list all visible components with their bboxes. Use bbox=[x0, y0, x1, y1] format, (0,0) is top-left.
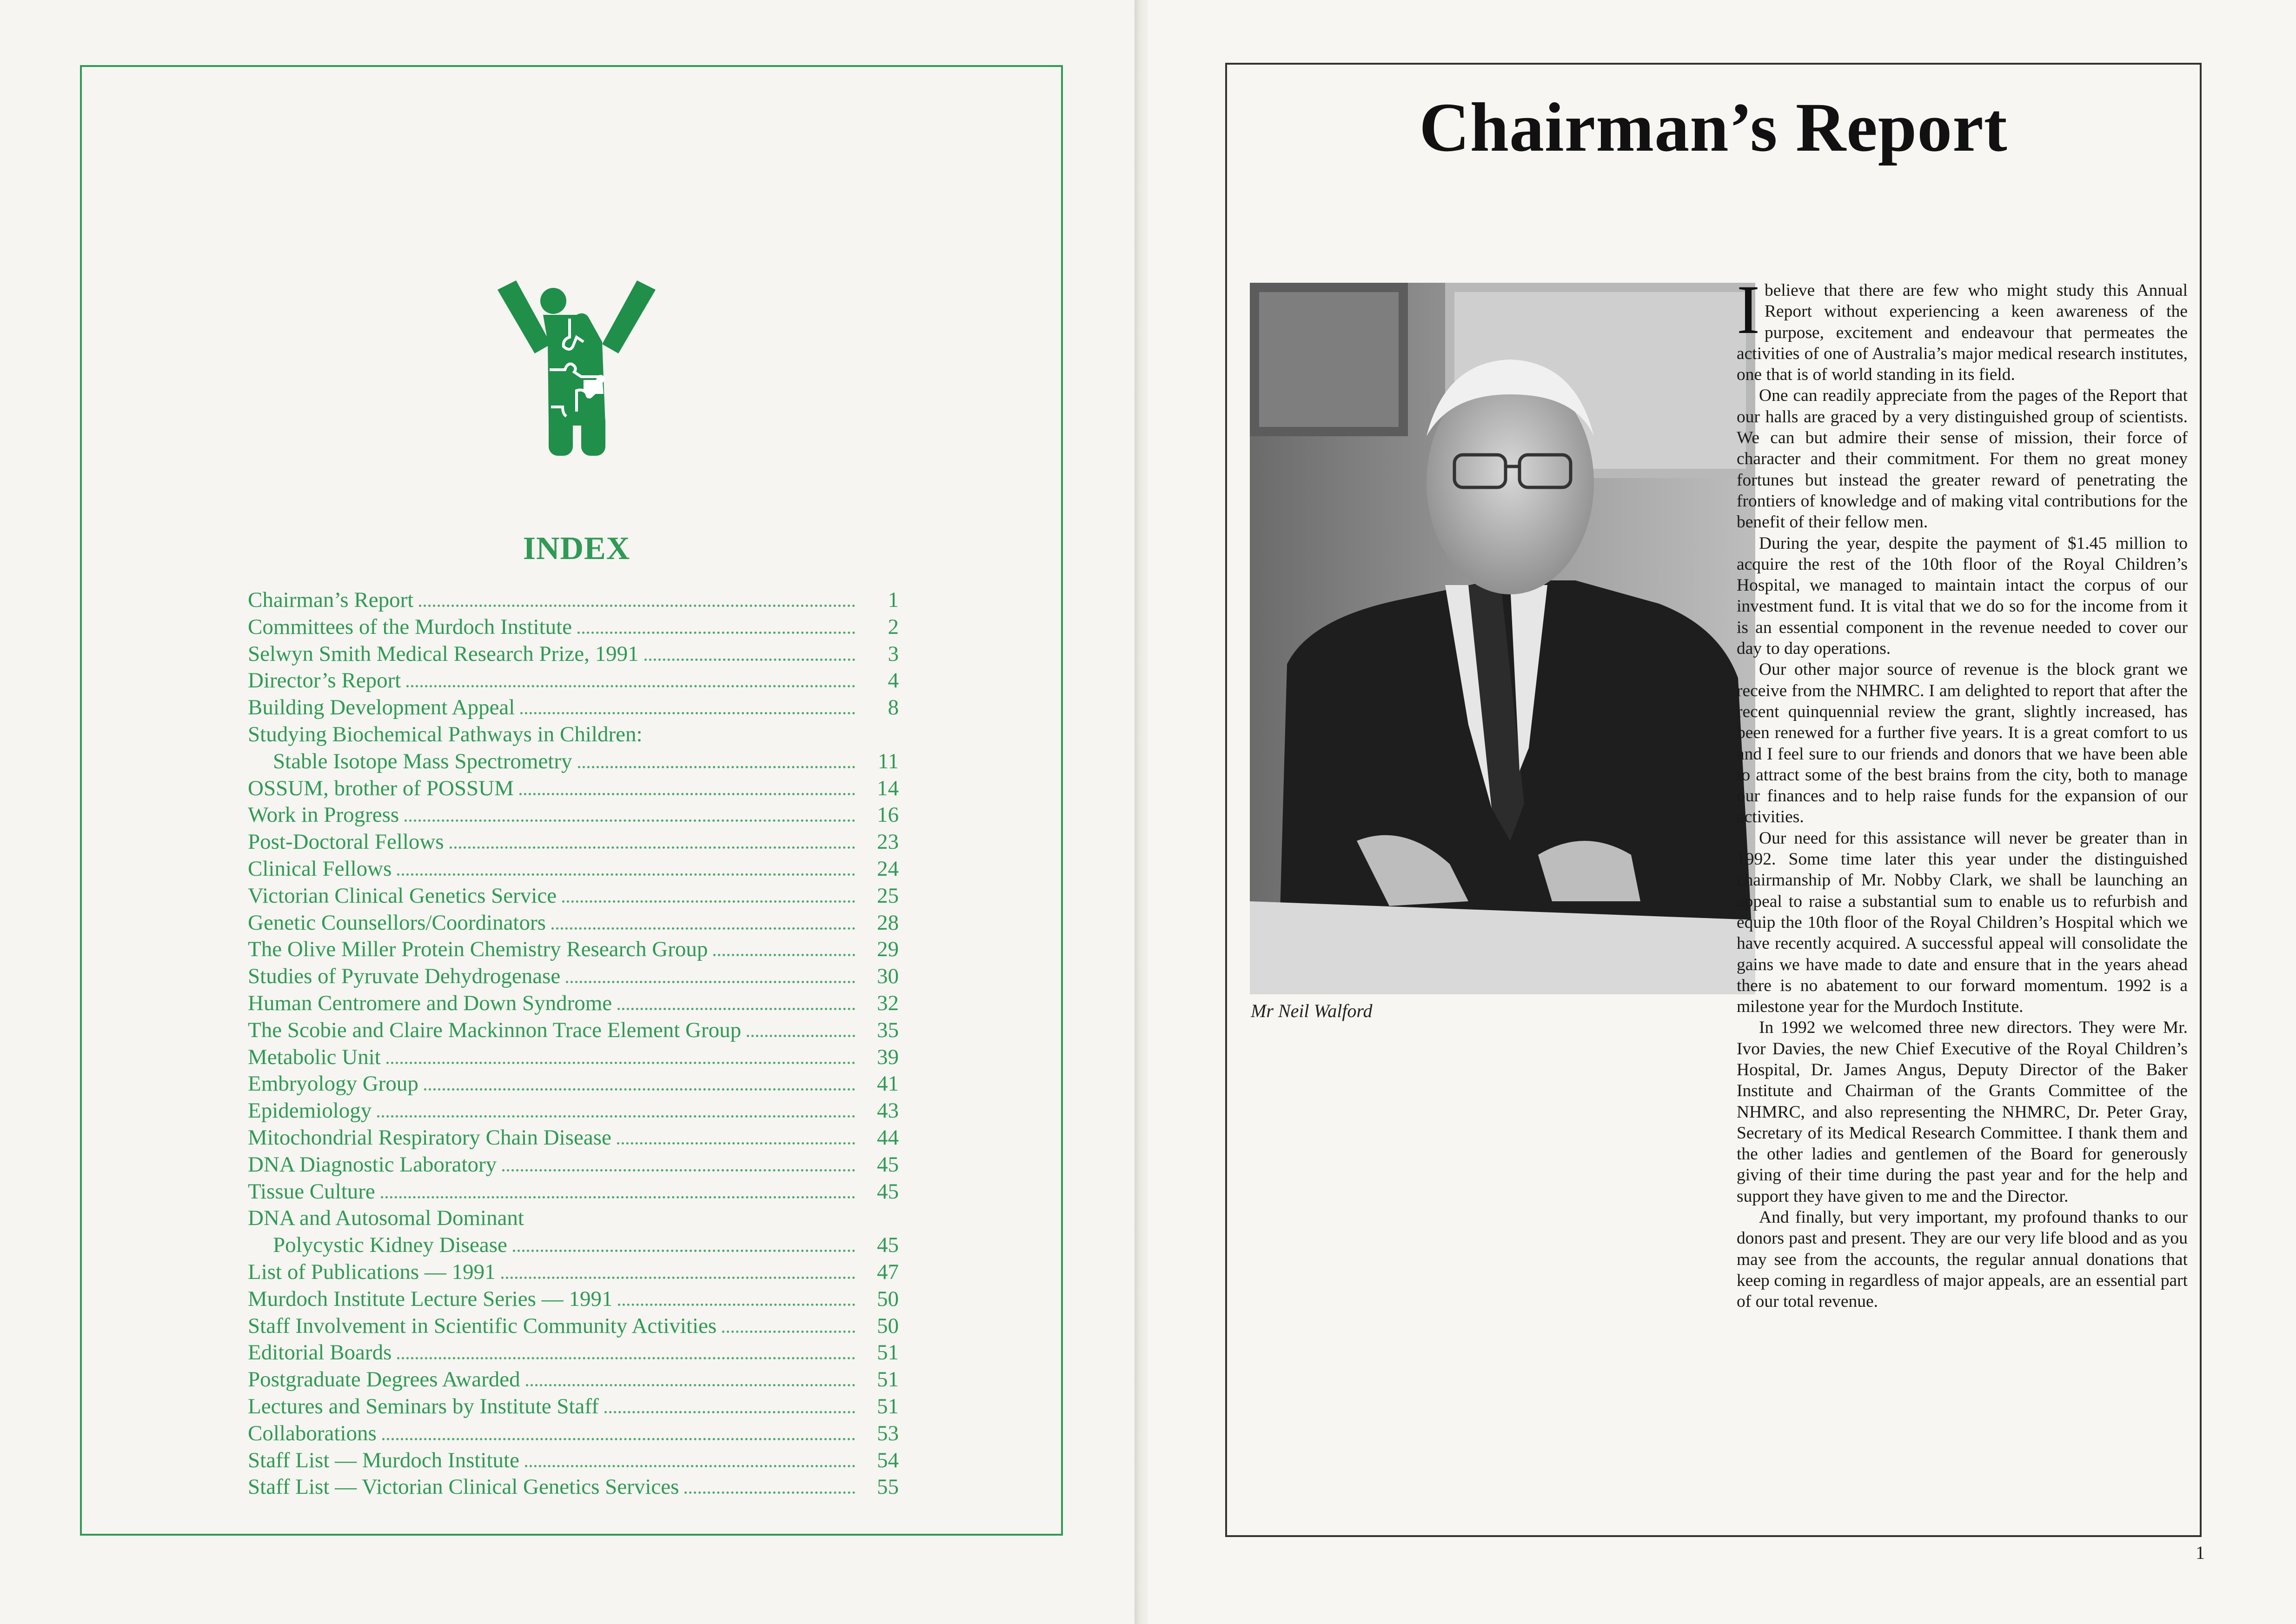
dot-leader bbox=[397, 1357, 855, 1359]
index-entry-page: 54 bbox=[877, 1448, 899, 1472]
index-entry-label: Chairman’s Report bbox=[248, 588, 414, 612]
index-entry-page: 30 bbox=[877, 964, 899, 989]
index-entry[interactable] bbox=[248, 1474, 899, 1501]
dot-leader bbox=[502, 1169, 855, 1171]
report-paragraph: In 1992 we welcomed three new directors. They were Mr. Ivor Davies, the new Chief Executive of the Royal Children’s Hospital, Dr. James Angus, Deputy Director of the Baker Institute and Chairman of the Grants Committee of the NHMRC, and also representing the NHMRC, Dr. Peter Gray, Secretary of its Medical Research Committee. I thank them and the other ladies and gentlemen of the Board for generously giving of their time during the past year and for the help and support they have given to me and the Director. bbox=[1737, 1018, 2188, 1206]
index-entry[interactable] bbox=[248, 694, 899, 721]
index-entry-page: 1 bbox=[888, 588, 899, 612]
index-entry[interactable] bbox=[248, 1420, 899, 1447]
index-entry[interactable] bbox=[248, 1232, 899, 1259]
index-entry[interactable] bbox=[248, 829, 899, 856]
index-entry-label: The Scobie and Claire Mackinnon Trace Element Group bbox=[248, 1018, 742, 1042]
report-paragraph: And finally, but very important, my profound thanks to our donors past and present. They are our very life blood and as you may see from the accounts, the regular annual donations that keep coming in regardless of major appeals, are an essential part of our total revenue. bbox=[1737, 1208, 2188, 1311]
index-entry-label: Epidemiology bbox=[248, 1098, 372, 1123]
report-paragraph: Our other major source of revenue is the block grant we receive from the NHMRC. I am delighted to report that after the recent quinquennial review the grant, slightly increased, has been renewed for a further five years. It is a great comfort to us and I feel sure to our friends and donors that we have been able to attract some of the best brains from the city, both to manage our finances and to help raise funds for the expansion of our activities. bbox=[1737, 660, 2188, 827]
index-entry-label: Metabolic Unit bbox=[248, 1045, 381, 1069]
index-entry-label: Post-Doctoral Fellows bbox=[248, 830, 444, 854]
index-entry[interactable] bbox=[248, 1017, 899, 1044]
report-paragraph: One can readily appreciate from the pages of the Report that our halls are graced by a very distinguished group of scientists. We can but admire their sense of mission, their force of character and their commitment. For them no great money fortunes but instead the greater reward of penetrating the frontiers of knowledge and of making vital contributions for the benefit of their fellow men. bbox=[1737, 386, 2188, 532]
index-entry[interactable] bbox=[248, 1178, 899, 1205]
dot-leader bbox=[406, 685, 855, 687]
dot-leader bbox=[513, 1250, 855, 1252]
report-paragraph-text: believe that there are few who might study this Annual Report without experiencing a keen awareness of the purpose, excitement and endeavour that permeates the activities of one of Australia’s major medical research institutes, one that is of world standing in its field. bbox=[1737, 281, 2188, 385]
dot-leader bbox=[520, 712, 855, 714]
index-entry-page: 39 bbox=[877, 1045, 899, 1069]
index-entry-page: 45 bbox=[877, 1233, 899, 1258]
dot-leader bbox=[617, 1142, 855, 1145]
drop-cap: I bbox=[1737, 271, 1760, 348]
index-entry-page: 3 bbox=[888, 641, 899, 666]
index-entry-page: 23 bbox=[877, 830, 899, 854]
dot-leader bbox=[617, 1008, 855, 1010]
dot-leader bbox=[577, 632, 855, 634]
dot-leader bbox=[747, 1035, 855, 1037]
index-entry-page: 55 bbox=[877, 1475, 899, 1499]
index-entry-label: Genetic Counsellors/Coordinators bbox=[248, 910, 546, 935]
index-entry-page: 28 bbox=[877, 910, 899, 935]
dot-leader bbox=[405, 819, 855, 822]
dot-leader bbox=[562, 900, 855, 903]
chairman-portrait-photo bbox=[1250, 283, 1755, 994]
index-entry[interactable] bbox=[248, 1447, 899, 1474]
dot-leader bbox=[713, 954, 855, 956]
dot-leader bbox=[551, 927, 855, 930]
index-entry[interactable] bbox=[248, 1151, 899, 1178]
index-page bbox=[0, 0, 1135, 1624]
index-entry-page: 43 bbox=[877, 1098, 899, 1123]
index-entry-label: Editorial Boards bbox=[248, 1340, 392, 1365]
dot-leader bbox=[519, 793, 855, 795]
index-entry[interactable] bbox=[248, 963, 899, 990]
dot-leader bbox=[526, 1384, 855, 1386]
index-heading: INDEX bbox=[523, 531, 630, 566]
index-entry-page: 50 bbox=[877, 1313, 899, 1338]
index-entry-label: Mitochondrial Respiratory Chain Disease bbox=[248, 1125, 611, 1150]
index-entry-label: Polycystic Kidney Disease bbox=[273, 1233, 507, 1258]
index-entry[interactable] bbox=[248, 990, 899, 1017]
index-entry-label: List of Publications — 1991 bbox=[248, 1259, 496, 1284]
index-entry-label: Stable Isotope Mass Spectrometry bbox=[273, 749, 572, 773]
index-entry[interactable] bbox=[248, 641, 899, 668]
index-entry-label: Studies of Pyruvate Dehydrogenase bbox=[248, 964, 561, 989]
report-paragraph: Our need for this assistance will never be greater than in 1992. Some time later this year under the distinguished chairmanship of Mr. Nobby Clark, we shall be launching an appeal to raise a substantial sum to enable us to refurbish and equip the 10th floor of the Royal Children’s Hospital which we have recently acquired. A successful appeal will consolidate the gains we have made to date and ensure that in the years ahead there is no abatement to our forward momentum. 1992 is a milestone year for the Murdoch Institute. bbox=[1737, 828, 2188, 1017]
dot-leader bbox=[604, 1411, 855, 1413]
dot-leader bbox=[501, 1277, 855, 1279]
dot-leader bbox=[566, 981, 855, 983]
index-entry-page: 32 bbox=[877, 991, 899, 1015]
index-entry-label: Staff Involvement in Scientific Community Activities bbox=[248, 1313, 717, 1338]
index-entry-page: 35 bbox=[877, 1018, 899, 1042]
index-entry-page: 25 bbox=[877, 883, 899, 908]
page-title: Chairman’s Report bbox=[1419, 89, 2008, 166]
index-entry-page: 51 bbox=[877, 1367, 899, 1392]
index-entry[interactable] bbox=[248, 775, 899, 802]
index-entry-page: 50 bbox=[877, 1286, 899, 1311]
index-entry-page: 44 bbox=[877, 1125, 899, 1150]
index-entry-label: Director’s Report bbox=[248, 668, 401, 693]
index-list bbox=[248, 587, 899, 1501]
index-entry[interactable] bbox=[248, 910, 899, 937]
index-entry[interactable] bbox=[248, 667, 899, 694]
index-entry-page: 45 bbox=[877, 1152, 899, 1177]
report-paragraph: During the year, despite the payment of $1.45 million to acquire the rest of the 10th floor of the Royal Children’s Hospital, we managed to maintain intact the corpus of our investment fund. It is vital that we do so for the income from it is an essential component in the revenue needed to cover our day to day operations. bbox=[1737, 533, 2188, 659]
index-entry-page: 45 bbox=[877, 1179, 899, 1204]
index-entry-heading bbox=[248, 721, 899, 748]
index-entry-label: DNA and Autosomal Dominant bbox=[248, 1206, 524, 1231]
index-entry[interactable] bbox=[248, 802, 899, 829]
index-entry-label: Selwyn Smith Medical Research Prize, 1991 bbox=[248, 641, 639, 666]
index-entry-page: 16 bbox=[877, 803, 899, 827]
dot-leader bbox=[419, 605, 855, 607]
index-entry[interactable] bbox=[248, 748, 899, 775]
index-entry-page: 47 bbox=[877, 1259, 899, 1284]
index-entry[interactable] bbox=[248, 587, 899, 614]
dot-leader bbox=[722, 1331, 855, 1333]
photo-caption: Mr Neil Walford bbox=[1251, 1000, 1373, 1021]
index-entry-page: 41 bbox=[877, 1072, 899, 1096]
index-entry-label: Lectures and Seminars by Institute Staff bbox=[248, 1394, 599, 1418]
index-entry-page: 14 bbox=[877, 776, 899, 800]
index-entry-label: The Olive Miller Protein Chemistry Research Group bbox=[248, 937, 708, 962]
index-entry-label: DNA Diagnostic Laboratory bbox=[248, 1152, 497, 1177]
index-entry[interactable] bbox=[248, 856, 899, 883]
dot-leader bbox=[397, 873, 855, 876]
dot-leader bbox=[578, 766, 855, 768]
index-entry-page: 51 bbox=[877, 1394, 899, 1418]
index-entry-page: 53 bbox=[877, 1421, 899, 1445]
dot-leader bbox=[382, 1438, 855, 1440]
index-entry-label: Building Development Appeal bbox=[248, 695, 515, 720]
index-entry-label: Committees of the Murdoch Institute bbox=[248, 614, 572, 639]
index-entry[interactable] bbox=[248, 614, 899, 641]
dot-leader bbox=[618, 1304, 855, 1306]
index-entry-page: 11 bbox=[877, 749, 899, 773]
index-entry-label: Collaborations bbox=[248, 1421, 377, 1445]
index-entry-label: Human Centromere and Down Syndrome bbox=[248, 991, 612, 1015]
index-entry-label: Staff List — Murdoch Institute bbox=[248, 1448, 519, 1472]
index-entry[interactable] bbox=[248, 1286, 899, 1313]
report-body bbox=[1737, 271, 2188, 1312]
dot-leader bbox=[684, 1491, 855, 1494]
index-entry[interactable] bbox=[248, 936, 899, 963]
index-entry-label: Work in Progress bbox=[248, 803, 399, 827]
index-entry-page: 29 bbox=[877, 937, 899, 962]
index-entry[interactable] bbox=[248, 1125, 899, 1151]
dot-leader bbox=[386, 1062, 855, 1064]
index-entry[interactable] bbox=[248, 1259, 899, 1286]
dot-leader bbox=[377, 1115, 855, 1118]
index-entry[interactable] bbox=[248, 1044, 899, 1071]
index-entry-label: OSSUM, brother of POSSUM bbox=[248, 776, 514, 800]
index-entry-label: Staff List — Victorian Clinical Genetics Services bbox=[248, 1475, 679, 1499]
index-entry-heading bbox=[248, 1205, 899, 1232]
index-entry[interactable] bbox=[248, 883, 899, 910]
index-entry-label: Studying Biochemical Pathways in Children: bbox=[248, 722, 643, 746]
dot-leader bbox=[381, 1196, 855, 1198]
index-entry-page: 4 bbox=[888, 668, 899, 693]
institute-logo bbox=[488, 272, 665, 458]
index-entry-label: Murdoch Institute Lecture Series — 1991 bbox=[248, 1286, 613, 1311]
index-entry[interactable] bbox=[248, 1313, 899, 1340]
book-gutter bbox=[1135, 0, 1148, 1624]
index-entry-label: Clinical Fellows bbox=[248, 856, 392, 881]
index-entry-page: 8 bbox=[888, 695, 899, 720]
dot-leader bbox=[644, 659, 855, 661]
index-entry-page: 51 bbox=[877, 1340, 899, 1365]
index-entry[interactable] bbox=[248, 1071, 899, 1098]
index-entry-label: Postgraduate Degrees Awarded bbox=[248, 1367, 520, 1392]
report-paragraph bbox=[1737, 271, 2188, 385]
index-entry-page: 24 bbox=[877, 856, 899, 881]
index-entry[interactable] bbox=[248, 1339, 899, 1366]
index-entry-label: Tissue Culture bbox=[248, 1179, 375, 1204]
dot-leader bbox=[525, 1465, 855, 1467]
dot-leader bbox=[450, 846, 855, 849]
index-entry[interactable] bbox=[248, 1098, 899, 1125]
page-number: 1 bbox=[2196, 1542, 2205, 1563]
index-entry-label: Embryology Group bbox=[248, 1072, 418, 1096]
index-entry[interactable] bbox=[248, 1393, 899, 1420]
index-entry-label: Victorian Clinical Genetics Service bbox=[248, 883, 557, 908]
index-entry[interactable] bbox=[248, 1366, 899, 1393]
dot-leader bbox=[424, 1088, 855, 1091]
index-entry-page: 2 bbox=[888, 614, 899, 639]
